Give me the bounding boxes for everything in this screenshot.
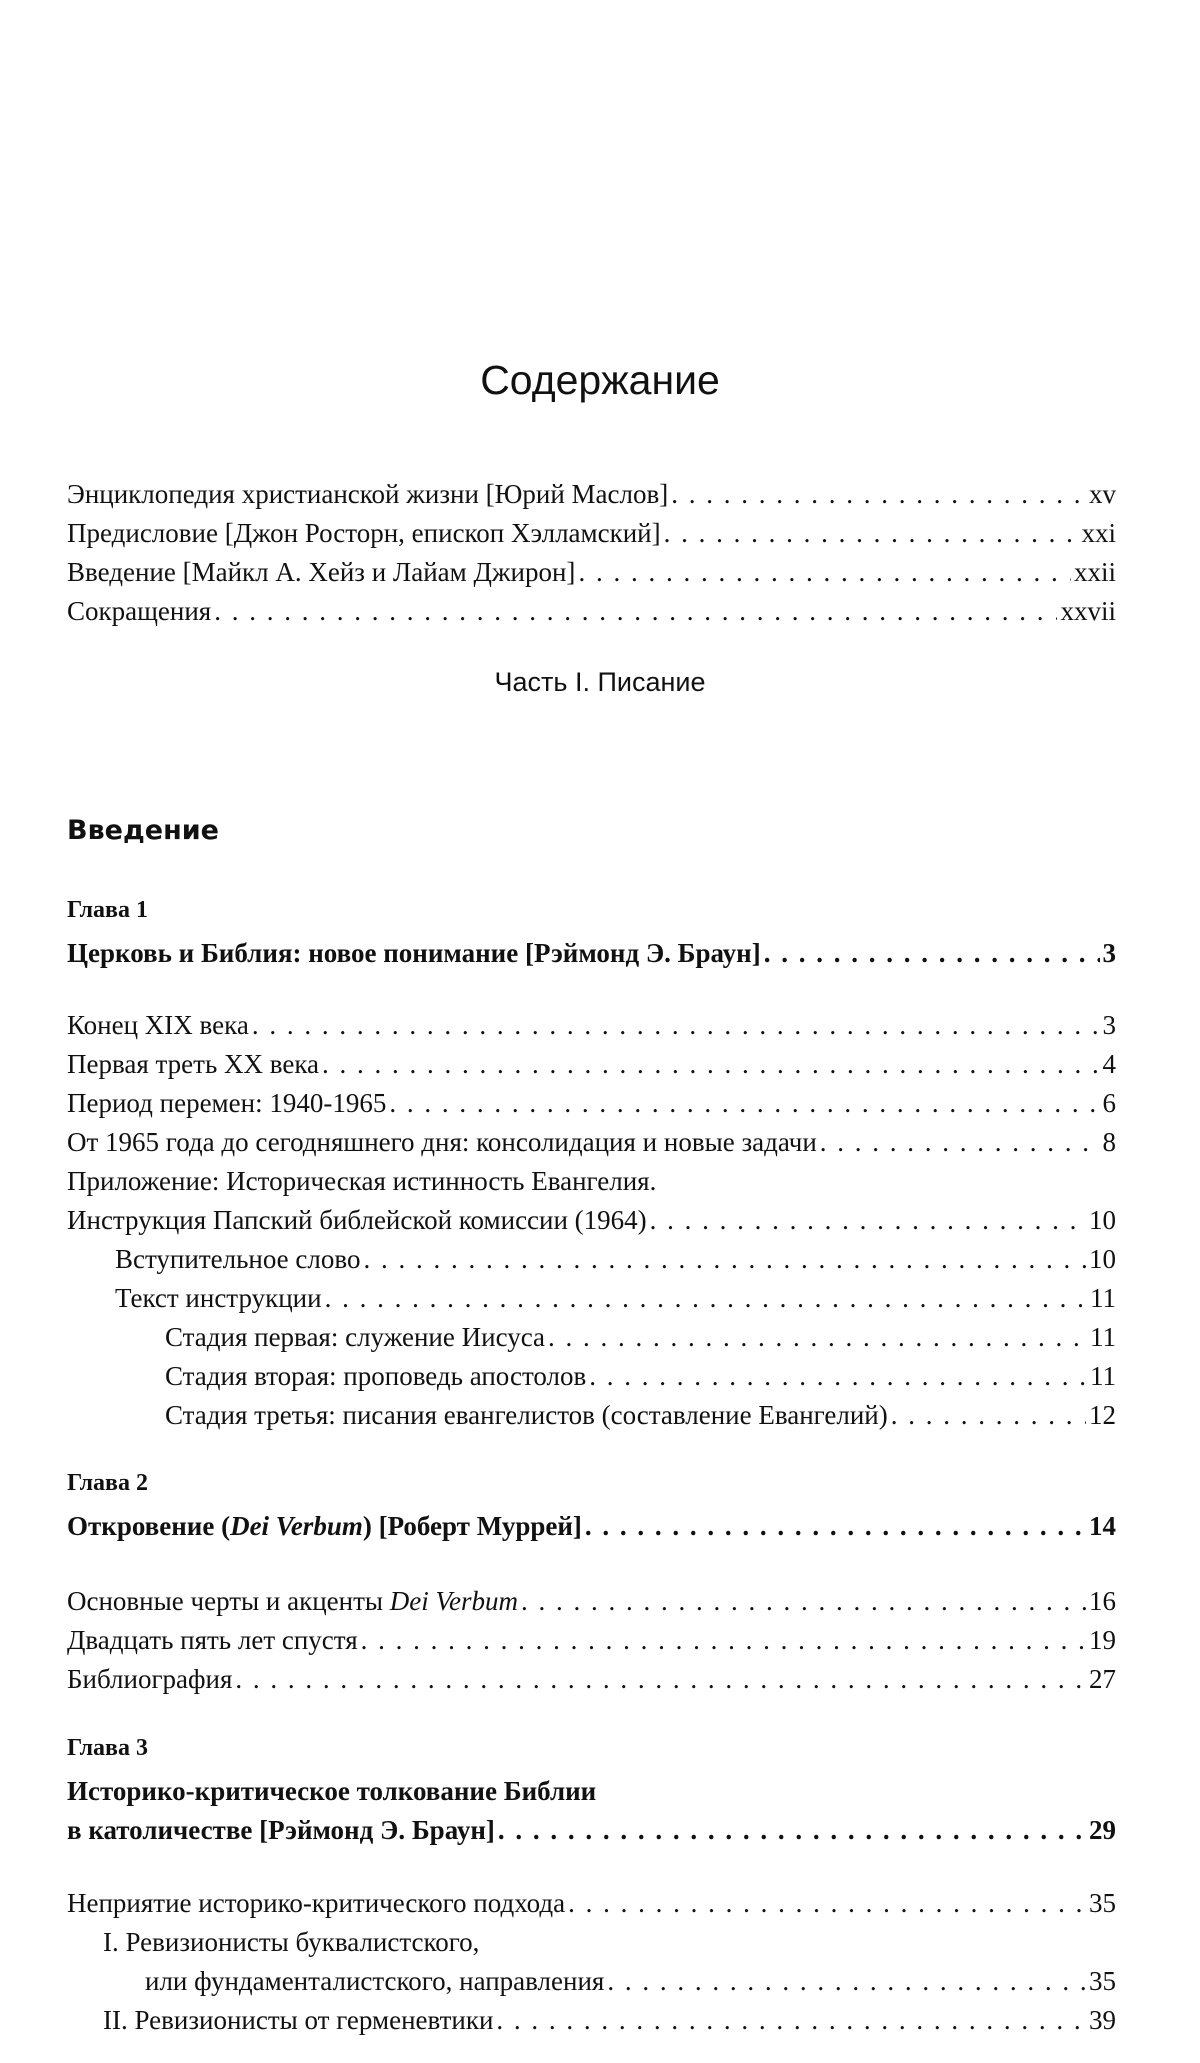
dot-leader xyxy=(521,1585,1086,1617)
toc-entry[interactable]: От 1965 года до сегодняшнего дня: консолидация и новые задачи . . . 8 xyxy=(67,1126,1116,1158)
dot-leader xyxy=(322,1048,1099,1080)
dot-leader xyxy=(650,1204,1086,1236)
dot-leader xyxy=(764,937,1100,969)
dot-leader xyxy=(548,1321,1087,1353)
toc-entry[interactable]: Период перемен: 1940-1965 . . . 6 xyxy=(67,1087,1116,1119)
toc-entry[interactable]: Конец XIX века . . . 3 xyxy=(67,1009,1116,1041)
dot-leader xyxy=(671,478,1086,510)
chapter-title-line[interactable]: Историко-критическое толкование Библии xyxy=(67,1776,597,1806)
toc-entry[interactable]: Основные черты и акценты Dei Verbum . . . 16 xyxy=(67,1585,1116,1617)
chapter-title[interactable]: Церковь и Библия: новое понимание [Рэймонд Э. Браун] . . . 3 xyxy=(67,937,1116,969)
toc-entry: Приложение: Историческая истинность Евангелия. xyxy=(67,1166,657,1196)
dot-leader xyxy=(252,1009,1100,1041)
dot-leader xyxy=(607,1965,1086,1997)
toc-subsubentry[interactable]: Стадия вторая: проповедь апостолов . . . 11 xyxy=(165,1360,1116,1392)
chapter-title[interactable]: в католичестве [Рэймонд Э. Браун] . . . 29 xyxy=(67,1814,1116,1846)
toc-subentry[interactable]: Вступительное слово . . . 10 xyxy=(115,1243,1116,1275)
toc-subentry: I. Ревизионисты буквалистского, xyxy=(103,1927,480,1957)
dot-leader xyxy=(568,1887,1086,1919)
dot-leader xyxy=(235,1663,1086,1695)
section-heading: Введение xyxy=(67,815,219,846)
part-heading: Часть I. Писание xyxy=(494,667,706,697)
dot-leader xyxy=(498,1814,1086,1846)
dot-leader xyxy=(589,1360,1087,1392)
toc-entry[interactable]: Введение [Майкл А. Хейз и Лайам Джирон] . . . xxii xyxy=(67,556,1116,588)
dot-leader xyxy=(496,2004,1086,2036)
toc-subentry[interactable]: Текст инструкции . . . 11 xyxy=(115,1282,1116,1314)
toc-entry[interactable]: Первая треть XX века . . . 4 xyxy=(67,1048,1116,1080)
chapter-title[interactable]: Откровение (Dei Verbum) [Роберт Муррей] . . . 14 xyxy=(67,1510,1116,1542)
dot-leader xyxy=(361,1624,1086,1656)
toc-entry[interactable]: Энциклопедия христианской жизни [Юрий Маслов] . . . xv xyxy=(67,478,1116,510)
toc-subsubentry[interactable]: Стадия третья: писания евангелистов (составление Евангелий) . . . 12 xyxy=(165,1399,1116,1431)
dot-leader xyxy=(820,1126,1100,1158)
dot-leader xyxy=(578,556,1071,588)
toc-subsubentry[interactable]: Стадия первая: служение Иисуса . . . 11 xyxy=(165,1321,1116,1353)
chapter-label: Глава 3 xyxy=(67,1735,148,1761)
toc-entry[interactable]: Двадцать пять лет спустя . . . 19 xyxy=(67,1624,1116,1656)
toc-entry[interactable]: Библиография . . . 27 xyxy=(67,1663,1116,1695)
page-title: Содержание xyxy=(480,357,720,403)
toc-entry[interactable]: Предисловие [Джон Росторн, епископ Хэлламский] . . . xxi xyxy=(67,517,1116,549)
dot-leader xyxy=(363,1243,1086,1275)
dot-leader xyxy=(325,1282,1087,1314)
dot-leader xyxy=(585,1510,1086,1542)
toc-entry[interactable]: Сокращения . . . xxvii xyxy=(67,595,1116,627)
chapter-label: Глава 2 xyxy=(67,1470,148,1496)
dot-leader xyxy=(664,517,1079,549)
toc-entry[interactable]: Инструкция Папский библейской комиссии (1964) . . . 10 xyxy=(67,1204,1116,1236)
chapter-label: Глава 1 xyxy=(67,897,148,923)
toc-subentry[interactable]: II. Ревизионисты от герменевтики . . . 39 xyxy=(103,2004,1116,2036)
toc-subentry[interactable]: или фундаменталистского, направления . . . 35 xyxy=(145,1965,1116,1997)
dot-leader xyxy=(389,1087,1099,1119)
toc-entry[interactable]: Неприятие историко-критического подхода . . . 35 xyxy=(67,1887,1116,1919)
dot-leader xyxy=(214,595,1057,627)
dot-leader xyxy=(891,1399,1086,1431)
